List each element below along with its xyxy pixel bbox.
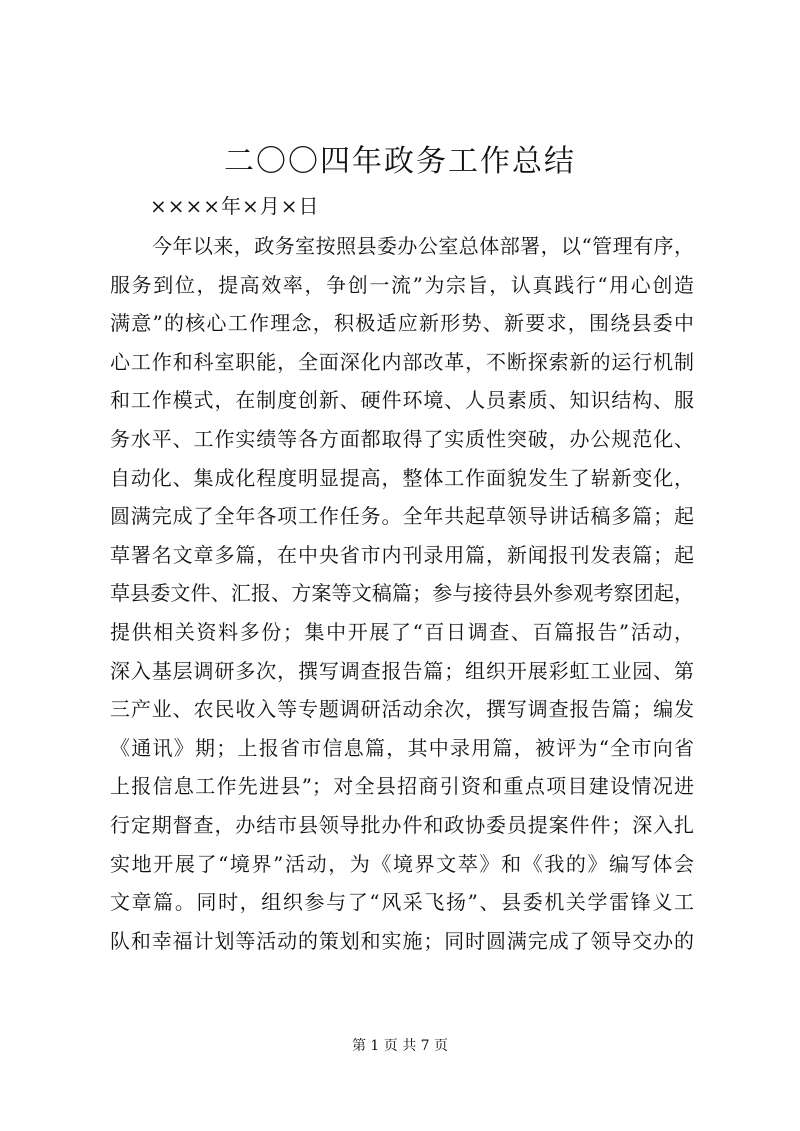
document-title: 二〇〇四年政务工作总结	[224, 144, 576, 179]
body-line: 文章篇。同时，组织参与了“风采飞扬”、县委机关学雷锋义工	[110, 890, 694, 915]
body-line: 满意”的核心工作理念，积极适应新形势、新要求，围绕县委中	[110, 311, 694, 336]
body-line: 提供相关资料多份；集中开展了“百日调查、百篇报告”活动，	[110, 619, 694, 644]
body-line: 草署名文章多篇，在中央省市内刊录用篇，新闻报刊发表篇；起	[110, 542, 694, 567]
page-footer: 第 1 页 共 7 页	[351, 1038, 449, 1054]
body-line: 实地开展了“境界”活动，为《境界文萃》和《我的》编写体会	[110, 851, 694, 876]
body-line: 深入基层调研多次，撰写调查报告篇；组织开展彩虹工业园、第	[110, 658, 694, 683]
body-line: 三产业、农民收入等专题调研活动余次，撰写调查报告篇；编发	[110, 697, 694, 722]
body-line: 上报信息工作先进县”；对全县招商引资和重点项目建设情况进	[110, 774, 694, 799]
body-line: 今年以来，政务室按照县委办公室总体部署，以“管理有序，	[152, 234, 694, 258]
body-line: 和工作模式，在制度创新、硬件环境、人员素质、知识结构、服	[110, 388, 694, 413]
body-line: 心工作和科室职能，全面深化内部改革，不断探索新的运行机制	[110, 349, 694, 374]
document-body	[110, 227, 694, 960]
body-line: 务水平、工作实绩等各方面都取得了实质性突破，办公规范化、	[110, 426, 694, 451]
document-date: ××××年×月×日	[150, 194, 320, 218]
body-line: 队和幸福计划等活动的策划和实施；同时圆满完成了领导交办的	[110, 928, 694, 953]
body-line: 行定期督查，办结市县领导批办件和政协委员提案件件；深入扎	[110, 812, 694, 837]
body-line: 圆满完成了全年各项工作任务。全年共起草领导讲话稿多篇；起	[110, 504, 694, 529]
body-line: 草县委文件、汇报、方案等文稿篇；参与接待县外参观考察团起，	[110, 581, 694, 606]
body-line: 自动化、集成化程度明显提高，整体工作面貌发生了崭新变化，	[110, 465, 694, 490]
body-line: 《通讯》期；上报省市信息篇，其中录用篇，被评为“全市向省	[110, 735, 694, 760]
body-line: 服务到位，提高效率，争创一流”为宗旨，认真践行“用心创造	[110, 272, 694, 297]
